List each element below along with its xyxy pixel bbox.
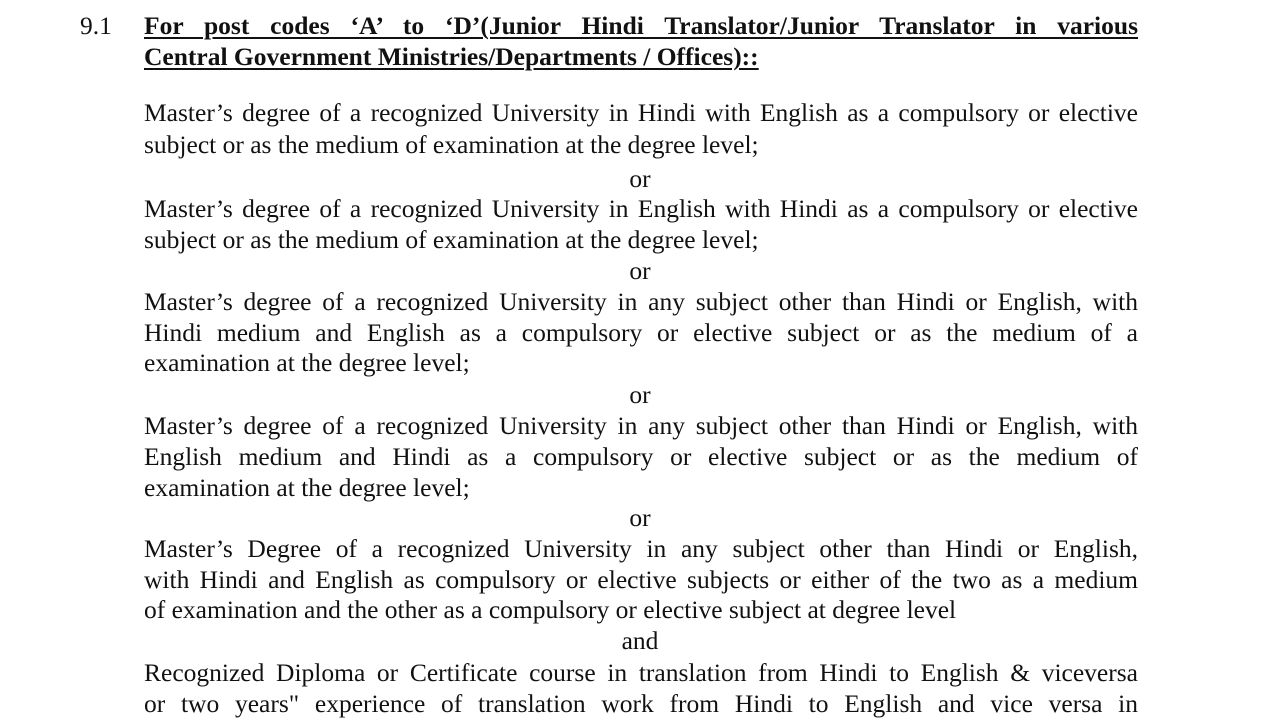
paragraph-line: subject or as the medium of examination at the degree level; [144,225,759,254]
connector-or: or [629,380,651,409]
paragraph-line: Master’s degree of a recognized University in any subject other than Hindi or English, with [144,411,1138,440]
connector-or: or [629,256,651,285]
paragraph-line: subject or as the medium of examination at the degree level; [144,130,759,159]
paragraph-line: Recognized Diploma or Certificate course in translation from Hindi to English & viceversa [144,658,1138,687]
connector-and: and [621,626,659,655]
section-heading-line: Central Government Ministries/Departments / Offices):: [144,42,759,71]
paragraph-line: Master’s degree of a recognized University in Hindi with English as a compulsory or elective [144,98,1138,127]
paragraph-line: English medium and Hindi as a compulsory or elective subject or as the medium of [144,442,1138,471]
connector-or: or [629,503,651,532]
paragraph-line: examination at the degree level; [144,348,470,377]
paragraph-line: of examination and the other as a compulsory or elective subject at degree level [144,595,957,624]
paragraph-line: with Hindi and English as compulsory or elective subjects or either of the two as a medium [144,565,1138,594]
paragraph-line: Master’s degree of a recognized University in English with Hindi as a compulsory or elective [144,194,1138,223]
paragraph-line: Master’s degree of a recognized University in any subject other than Hindi or English, with [144,287,1138,316]
connector-or: or [629,164,651,193]
paragraph-line: or two years" experience of translation work from Hindi to English and vice versa in [144,689,1138,718]
section-number: 9.1 [80,11,112,40]
section-heading-line: For post codes ‘A’ to ‘D’(Junior Hindi Translator/Junior Translator in various [144,11,1138,40]
paragraph-line: Hindi medium and English as a compulsory or elective subject or as the medium of a [144,318,1138,347]
paragraph-line: examination at the degree level; [144,473,470,502]
paragraph-line: Master’s Degree of a recognized University in any subject other than Hindi or English, [144,534,1138,563]
